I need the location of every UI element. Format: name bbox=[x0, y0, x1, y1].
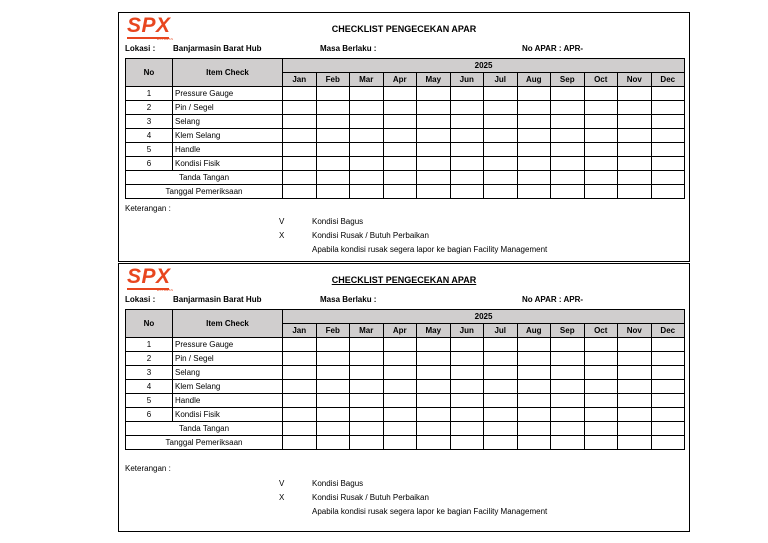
header-month-mar: Mar bbox=[350, 324, 384, 338]
check-cell[interactable] bbox=[316, 143, 350, 157]
signature-cell[interactable] bbox=[383, 422, 417, 436]
check-cell[interactable] bbox=[584, 101, 618, 115]
lokasi-label: Lokasi : bbox=[125, 295, 156, 304]
header-month-jan: Jan bbox=[283, 73, 317, 87]
date-cell[interactable] bbox=[651, 185, 685, 199]
check-cell[interactable] bbox=[484, 352, 518, 366]
date-row bbox=[126, 436, 685, 450]
check-cell[interactable] bbox=[417, 338, 451, 352]
row-item: Handle bbox=[173, 394, 283, 408]
check-cell[interactable] bbox=[484, 101, 518, 115]
check-cell[interactable] bbox=[584, 115, 618, 129]
check-cell[interactable] bbox=[517, 380, 551, 394]
date-row bbox=[126, 185, 685, 199]
check-cell[interactable] bbox=[651, 129, 685, 143]
row-item: Selang bbox=[173, 115, 283, 129]
check-cell[interactable] bbox=[283, 338, 317, 352]
date-cell[interactable] bbox=[417, 436, 451, 450]
check-cell[interactable] bbox=[651, 143, 685, 157]
check-cell[interactable] bbox=[651, 366, 685, 380]
signature-cell[interactable] bbox=[484, 422, 518, 436]
signature-label: Tanda Tangan bbox=[126, 422, 283, 436]
check-cell[interactable] bbox=[551, 408, 585, 422]
check-cell[interactable] bbox=[316, 157, 350, 171]
check-cell[interactable] bbox=[283, 352, 317, 366]
row-number: 4 bbox=[126, 380, 173, 394]
check-cell[interactable] bbox=[383, 157, 417, 171]
check-cell[interactable] bbox=[417, 115, 451, 129]
check-cell[interactable] bbox=[484, 157, 518, 171]
check-cell[interactable] bbox=[316, 115, 350, 129]
header-month-dec: Dec bbox=[651, 324, 685, 338]
signature-cell[interactable] bbox=[651, 422, 685, 436]
date-cell[interactable] bbox=[517, 436, 551, 450]
date-cell[interactable] bbox=[383, 436, 417, 450]
date-cell[interactable] bbox=[383, 185, 417, 199]
header-month-may: May bbox=[417, 73, 451, 87]
check-cell[interactable] bbox=[417, 352, 451, 366]
signature-cell[interactable] bbox=[450, 171, 484, 185]
checklist-table bbox=[125, 58, 685, 199]
header-item-check: Item Check bbox=[173, 59, 283, 87]
check-cell[interactable] bbox=[584, 380, 618, 394]
no-apar-label: No APAR : APR- bbox=[522, 44, 584, 53]
signature-cell[interactable] bbox=[417, 422, 451, 436]
header-month-apr: Apr bbox=[383, 324, 417, 338]
date-cell[interactable] bbox=[417, 185, 451, 199]
header-month-jan: Jan bbox=[283, 324, 317, 338]
check-cell[interactable] bbox=[484, 394, 518, 408]
legend-symbol-x: X bbox=[279, 493, 285, 502]
signature-cell[interactable] bbox=[517, 422, 551, 436]
date-cell[interactable] bbox=[450, 185, 484, 199]
date-cell[interactable] bbox=[651, 436, 685, 450]
row-number: 1 bbox=[126, 338, 173, 352]
header-no: No bbox=[126, 59, 173, 87]
check-cell[interactable] bbox=[551, 338, 585, 352]
row-item: Kondisi Fisik bbox=[173, 408, 283, 422]
header-month-may: May bbox=[417, 324, 451, 338]
table-row bbox=[126, 87, 685, 101]
check-cell[interactable] bbox=[484, 366, 518, 380]
check-cell[interactable] bbox=[551, 380, 585, 394]
check-cell[interactable] bbox=[551, 129, 585, 143]
signature-cell[interactable] bbox=[283, 422, 317, 436]
check-cell[interactable] bbox=[584, 129, 618, 143]
check-cell[interactable] bbox=[283, 115, 317, 129]
check-cell[interactable] bbox=[450, 380, 484, 394]
check-cell[interactable] bbox=[350, 394, 384, 408]
header-month-feb: Feb bbox=[316, 73, 350, 87]
header-month-oct: Oct bbox=[584, 73, 618, 87]
check-cell[interactable] bbox=[316, 380, 350, 394]
check-cell[interactable] bbox=[584, 157, 618, 171]
legend-symbol-x: X bbox=[279, 231, 285, 240]
signature-cell[interactable] bbox=[618, 171, 652, 185]
check-cell[interactable] bbox=[484, 129, 518, 143]
row-number: 6 bbox=[126, 408, 173, 422]
check-cell[interactable] bbox=[517, 394, 551, 408]
check-cell[interactable] bbox=[584, 143, 618, 157]
check-cell[interactable] bbox=[618, 352, 652, 366]
check-cell[interactable] bbox=[618, 87, 652, 101]
check-cell[interactable] bbox=[584, 408, 618, 422]
header-month-apr: Apr bbox=[383, 73, 417, 87]
check-cell[interactable] bbox=[417, 366, 451, 380]
check-cell[interactable] bbox=[618, 408, 652, 422]
check-cell[interactable] bbox=[383, 115, 417, 129]
row-item: Pin / Segel bbox=[173, 352, 283, 366]
check-cell[interactable] bbox=[450, 101, 484, 115]
header-month-jul: Jul bbox=[484, 324, 518, 338]
check-cell[interactable] bbox=[584, 366, 618, 380]
date-cell[interactable] bbox=[584, 185, 618, 199]
check-cell[interactable] bbox=[517, 352, 551, 366]
row-number: 5 bbox=[126, 143, 173, 157]
header-month-jun: Jun bbox=[450, 73, 484, 87]
date-label: Tanggal Pemeriksaan bbox=[126, 436, 283, 450]
check-cell[interactable] bbox=[517, 338, 551, 352]
date-label: Tanggal Pemeriksaan bbox=[126, 185, 283, 199]
signature-cell[interactable] bbox=[283, 171, 317, 185]
check-cell[interactable] bbox=[551, 143, 585, 157]
check-cell[interactable] bbox=[551, 87, 585, 101]
check-cell[interactable] bbox=[651, 87, 685, 101]
check-cell[interactable] bbox=[316, 408, 350, 422]
check-cell[interactable] bbox=[450, 394, 484, 408]
sheet-title: CHECKLIST PENGECEKAN APAR bbox=[331, 275, 477, 285]
check-cell[interactable] bbox=[283, 366, 317, 380]
row-item: Klem Selang bbox=[173, 129, 283, 143]
check-cell[interactable] bbox=[316, 129, 350, 143]
header-year: 2025 bbox=[283, 310, 685, 324]
date-cell[interactable] bbox=[484, 436, 518, 450]
date-cell[interactable] bbox=[517, 185, 551, 199]
check-cell[interactable] bbox=[450, 157, 484, 171]
header-month-oct: Oct bbox=[584, 324, 618, 338]
check-cell[interactable] bbox=[350, 87, 384, 101]
check-cell[interactable] bbox=[450, 129, 484, 143]
date-cell[interactable] bbox=[283, 436, 317, 450]
header-month-nov: Nov bbox=[618, 324, 652, 338]
header-month-sep: Sep bbox=[551, 324, 585, 338]
table-row bbox=[126, 408, 685, 422]
check-cell[interactable] bbox=[618, 366, 652, 380]
header-year: 2025 bbox=[283, 59, 685, 73]
check-cell[interactable] bbox=[618, 380, 652, 394]
check-cell[interactable] bbox=[618, 115, 652, 129]
date-cell[interactable] bbox=[316, 185, 350, 199]
row-number: 5 bbox=[126, 394, 173, 408]
table-row bbox=[126, 115, 685, 129]
check-cell[interactable] bbox=[450, 408, 484, 422]
check-cell[interactable] bbox=[350, 157, 384, 171]
lokasi-value: Banjarmasin Barat Hub bbox=[173, 44, 262, 53]
row-number: 2 bbox=[126, 352, 173, 366]
signature-cell[interactable] bbox=[551, 422, 585, 436]
legend-text-broken: Kondisi Rusak / Butuh Perbaikan bbox=[312, 493, 429, 502]
table-row bbox=[126, 129, 685, 143]
row-item: Pin / Segel bbox=[173, 101, 283, 115]
table-row bbox=[126, 143, 685, 157]
header-month-aug: Aug bbox=[517, 73, 551, 87]
row-number: 3 bbox=[126, 366, 173, 380]
row-number: 6 bbox=[126, 157, 173, 171]
date-cell[interactable] bbox=[484, 185, 518, 199]
check-cell[interactable] bbox=[417, 101, 451, 115]
check-cell[interactable] bbox=[350, 352, 384, 366]
check-cell[interactable] bbox=[383, 366, 417, 380]
check-cell[interactable] bbox=[283, 408, 317, 422]
legend-note: Apabila kondisi rusak segera lapor ke bagian Facility Management bbox=[312, 245, 548, 254]
row-item: Selang bbox=[173, 366, 283, 380]
date-cell[interactable] bbox=[584, 436, 618, 450]
legend-text-good: Kondisi Bagus bbox=[312, 479, 364, 488]
no-apar-label: No APAR : APR- bbox=[522, 295, 584, 304]
check-cell[interactable] bbox=[350, 408, 384, 422]
legend-note: Apabila kondisi rusak segera lapor ke bagian Facility Management bbox=[312, 507, 548, 516]
table-row bbox=[126, 157, 685, 171]
masa-berlaku-label: Masa Berlaku : bbox=[320, 44, 377, 53]
check-cell[interactable] bbox=[618, 338, 652, 352]
signature-label: Tanda Tangan bbox=[126, 171, 283, 185]
row-item: Pressure Gauge bbox=[173, 87, 283, 101]
check-cell[interactable] bbox=[383, 143, 417, 157]
keterangan-label: Keterangan : bbox=[125, 464, 171, 473]
check-cell[interactable] bbox=[517, 157, 551, 171]
check-cell[interactable] bbox=[450, 143, 484, 157]
date-cell[interactable] bbox=[450, 436, 484, 450]
date-cell[interactable] bbox=[350, 436, 384, 450]
row-item: Kondisi Fisik bbox=[173, 157, 283, 171]
row-number: 4 bbox=[126, 129, 173, 143]
check-cell[interactable] bbox=[316, 352, 350, 366]
check-cell[interactable] bbox=[417, 87, 451, 101]
check-cell[interactable] bbox=[417, 157, 451, 171]
check-cell[interactable] bbox=[316, 394, 350, 408]
check-cell[interactable] bbox=[383, 380, 417, 394]
spx-logo: SPX EXPRESS bbox=[127, 265, 174, 292]
check-cell[interactable] bbox=[551, 157, 585, 171]
check-cell[interactable] bbox=[651, 338, 685, 352]
checklist-sheet-2 bbox=[118, 263, 690, 532]
check-cell[interactable] bbox=[484, 87, 518, 101]
date-cell[interactable] bbox=[551, 436, 585, 450]
check-cell[interactable] bbox=[316, 366, 350, 380]
row-number: 2 bbox=[126, 101, 173, 115]
check-cell[interactable] bbox=[651, 380, 685, 394]
masa-berlaku-label: Masa Berlaku : bbox=[320, 295, 377, 304]
check-cell[interactable] bbox=[551, 394, 585, 408]
date-cell[interactable] bbox=[283, 185, 317, 199]
check-cell[interactable] bbox=[584, 352, 618, 366]
header-month-jul: Jul bbox=[484, 73, 518, 87]
header-month-feb: Feb bbox=[316, 324, 350, 338]
check-cell[interactable] bbox=[383, 101, 417, 115]
check-cell[interactable] bbox=[316, 338, 350, 352]
header-month-dec: Dec bbox=[651, 73, 685, 87]
legend-text-broken: Kondisi Rusak / Butuh Perbaikan bbox=[312, 231, 429, 240]
row-item: Pressure Gauge bbox=[173, 338, 283, 352]
keterangan-label: Keterangan : bbox=[125, 204, 171, 213]
table-row bbox=[126, 352, 685, 366]
row-item: Klem Selang bbox=[173, 380, 283, 394]
check-cell[interactable] bbox=[551, 101, 585, 115]
check-cell[interactable] bbox=[383, 338, 417, 352]
check-cell[interactable] bbox=[450, 115, 484, 129]
check-cell[interactable] bbox=[383, 352, 417, 366]
signature-cell[interactable] bbox=[383, 171, 417, 185]
check-cell[interactable] bbox=[350, 101, 384, 115]
check-cell[interactable] bbox=[517, 143, 551, 157]
table-row bbox=[126, 338, 685, 352]
date-cell[interactable] bbox=[350, 185, 384, 199]
check-cell[interactable] bbox=[517, 366, 551, 380]
header-month-mar: Mar bbox=[350, 73, 384, 87]
signature-cell[interactable] bbox=[584, 171, 618, 185]
check-cell[interactable] bbox=[350, 115, 384, 129]
signature-cell[interactable] bbox=[551, 171, 585, 185]
check-cell[interactable] bbox=[551, 115, 585, 129]
date-cell[interactable] bbox=[618, 185, 652, 199]
check-cell[interactable] bbox=[383, 394, 417, 408]
signature-cell[interactable] bbox=[316, 171, 350, 185]
table-row bbox=[126, 101, 685, 115]
check-cell[interactable] bbox=[450, 352, 484, 366]
check-cell[interactable] bbox=[417, 380, 451, 394]
table-row bbox=[126, 394, 685, 408]
check-cell[interactable] bbox=[584, 87, 618, 101]
check-cell[interactable] bbox=[450, 338, 484, 352]
header-month-aug: Aug bbox=[517, 324, 551, 338]
check-cell[interactable] bbox=[350, 143, 384, 157]
legend-symbol-v: V bbox=[279, 479, 285, 488]
signature-cell[interactable] bbox=[417, 171, 451, 185]
checklist-sheet-1 bbox=[118, 12, 690, 262]
date-cell[interactable] bbox=[316, 436, 350, 450]
check-cell[interactable] bbox=[484, 143, 518, 157]
signature-cell[interactable] bbox=[484, 171, 518, 185]
check-cell[interactable] bbox=[417, 143, 451, 157]
check-cell[interactable] bbox=[383, 408, 417, 422]
signature-cell[interactable] bbox=[316, 422, 350, 436]
legend-text-good: Kondisi Bagus bbox=[312, 217, 364, 226]
check-cell[interactable] bbox=[283, 143, 317, 157]
check-cell[interactable] bbox=[417, 408, 451, 422]
check-cell[interactable] bbox=[417, 129, 451, 143]
check-cell[interactable] bbox=[450, 87, 484, 101]
header-month-jun: Jun bbox=[450, 324, 484, 338]
check-cell[interactable] bbox=[484, 380, 518, 394]
row-number: 1 bbox=[126, 87, 173, 101]
check-cell[interactable] bbox=[584, 394, 618, 408]
row-number: 3 bbox=[126, 115, 173, 129]
check-cell[interactable] bbox=[283, 101, 317, 115]
check-cell[interactable] bbox=[383, 87, 417, 101]
lokasi-label: Lokasi : bbox=[125, 44, 156, 53]
check-cell[interactable] bbox=[517, 101, 551, 115]
header-no: No bbox=[126, 310, 173, 338]
signature-cell[interactable] bbox=[517, 171, 551, 185]
signature-cell[interactable] bbox=[450, 422, 484, 436]
check-cell[interactable] bbox=[551, 352, 585, 366]
check-cell[interactable] bbox=[651, 408, 685, 422]
signature-row bbox=[126, 171, 685, 185]
check-cell[interactable] bbox=[283, 394, 317, 408]
signature-cell[interactable] bbox=[618, 422, 652, 436]
signature-cell[interactable] bbox=[584, 422, 618, 436]
check-cell[interactable] bbox=[283, 157, 317, 171]
signature-cell[interactable] bbox=[350, 171, 384, 185]
check-cell[interactable] bbox=[517, 129, 551, 143]
check-cell[interactable] bbox=[484, 338, 518, 352]
check-cell[interactable] bbox=[618, 157, 652, 171]
check-cell[interactable] bbox=[350, 338, 384, 352]
check-cell[interactable] bbox=[283, 380, 317, 394]
table-row bbox=[126, 380, 685, 394]
check-cell[interactable] bbox=[651, 157, 685, 171]
signature-cell[interactable] bbox=[651, 171, 685, 185]
check-cell[interactable] bbox=[450, 366, 484, 380]
table-row bbox=[126, 366, 685, 380]
date-cell[interactable] bbox=[551, 185, 585, 199]
header-row-year bbox=[126, 310, 685, 324]
check-cell[interactable] bbox=[517, 87, 551, 101]
header-item-check: Item Check bbox=[173, 310, 283, 338]
check-cell[interactable] bbox=[283, 129, 317, 143]
check-cell[interactable] bbox=[618, 143, 652, 157]
check-cell[interactable] bbox=[350, 366, 384, 380]
check-cell[interactable] bbox=[316, 87, 350, 101]
check-cell[interactable] bbox=[651, 101, 685, 115]
signature-row bbox=[126, 422, 685, 436]
check-cell[interactable] bbox=[618, 129, 652, 143]
check-cell[interactable] bbox=[417, 394, 451, 408]
check-cell[interactable] bbox=[484, 115, 518, 129]
check-cell[interactable] bbox=[551, 366, 585, 380]
row-item: Handle bbox=[173, 143, 283, 157]
check-cell[interactable] bbox=[316, 101, 350, 115]
check-cell[interactable] bbox=[651, 115, 685, 129]
check-cell[interactable] bbox=[350, 129, 384, 143]
check-cell[interactable] bbox=[383, 129, 417, 143]
check-cell[interactable] bbox=[517, 115, 551, 129]
header-month-sep: Sep bbox=[551, 73, 585, 87]
sheet-title: CHECKLIST PENGECEKAN APAR bbox=[331, 24, 477, 34]
legend-symbol-v: V bbox=[279, 217, 285, 226]
spx-logo: SPX EXPRESS bbox=[127, 14, 174, 41]
check-cell[interactable] bbox=[618, 394, 652, 408]
header-month-nov: Nov bbox=[618, 73, 652, 87]
check-cell[interactable] bbox=[283, 87, 317, 101]
check-cell[interactable] bbox=[484, 408, 518, 422]
header-row-year bbox=[126, 59, 685, 73]
check-cell[interactable] bbox=[350, 380, 384, 394]
check-cell[interactable] bbox=[584, 338, 618, 352]
check-cell[interactable] bbox=[651, 352, 685, 366]
date-cell[interactable] bbox=[618, 436, 652, 450]
signature-cell[interactable] bbox=[350, 422, 384, 436]
check-cell[interactable] bbox=[651, 394, 685, 408]
lokasi-value: Banjarmasin Barat Hub bbox=[173, 295, 262, 304]
check-cell[interactable] bbox=[618, 101, 652, 115]
check-cell[interactable] bbox=[517, 408, 551, 422]
checklist-table bbox=[125, 309, 685, 450]
